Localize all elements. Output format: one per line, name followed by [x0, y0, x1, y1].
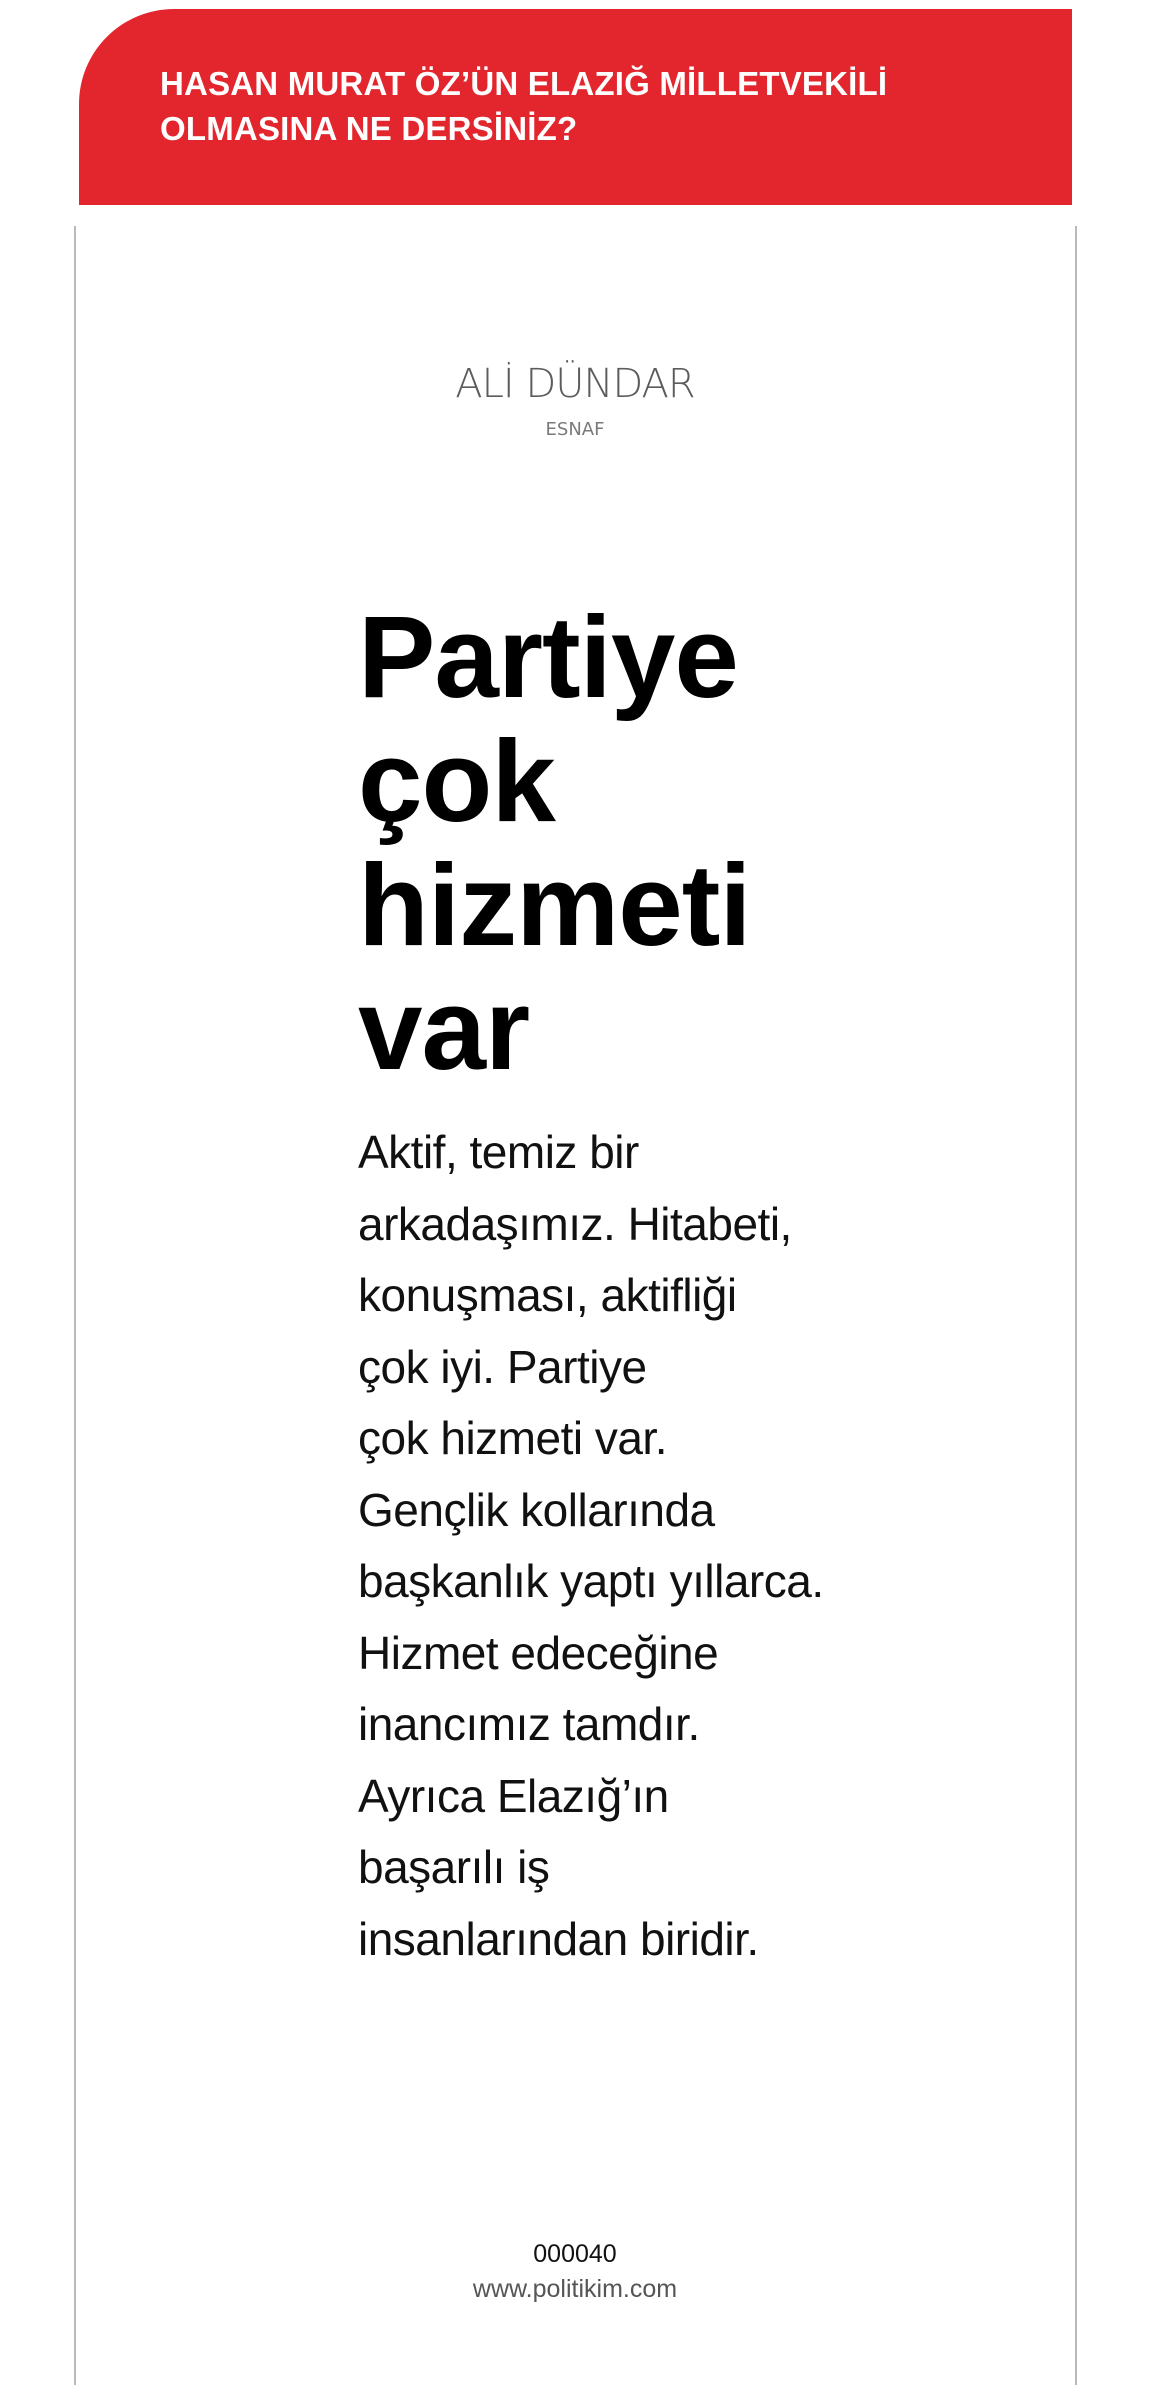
quote-body	[358, 1117, 918, 1975]
quote-body-line: Ayrıca Elazığ’ın	[358, 1769, 669, 1822]
quote-headline-line: var	[358, 964, 530, 1094]
quote-body-line: konuşması, aktifliği	[358, 1269, 737, 1321]
quote-body-line: arkadaşımız. Hitabeti,	[358, 1197, 792, 1250]
quote-headline	[358, 592, 918, 1094]
survey-question-line-1: HASAN MURAT ÖZ’ÜN ELAZIĞ MİLLETVEKİLİ	[160, 65, 888, 102]
survey-question-line-2: OLMASINA NE DERSİNİZ?	[160, 110, 578, 147]
quote-body-line: Hizmet edeceğine	[358, 1626, 719, 1679]
frame-left-border	[74, 226, 76, 2385]
quote-headline-line: Partiye	[358, 592, 738, 722]
quote-body-line: inancımız tamdır.	[358, 1698, 700, 1750]
quote-body-line: Gençlik kollarında	[358, 1483, 715, 1536]
quote-body-line: Aktif, temiz bir	[358, 1126, 639, 1178]
survey-question-title	[160, 61, 1072, 151]
quote-body-line: başarılı iş	[358, 1841, 550, 1893]
frame-right-border	[1075, 226, 1077, 2385]
quote-headline-line: çok	[358, 716, 555, 846]
header-banner	[79, 9, 1072, 205]
footer-code: 000040	[533, 2240, 617, 2268]
quote-body-line: insanlarından biridir.	[358, 1912, 759, 1965]
person-role: ESNAF	[545, 419, 605, 440]
quote-headline-line: hizmeti	[358, 840, 751, 970]
footer-website-link[interactable]: www.politikim.com	[472, 2275, 678, 2303]
person-name: ALİ DÜNDAR	[455, 361, 695, 407]
quote-body-line: başkanlık yaptı yıllarca.	[358, 1555, 824, 1607]
quote-body-line: çok hizmeti var.	[358, 1412, 667, 1464]
quote-body-line: çok iyi. Partiye	[358, 1340, 647, 1393]
